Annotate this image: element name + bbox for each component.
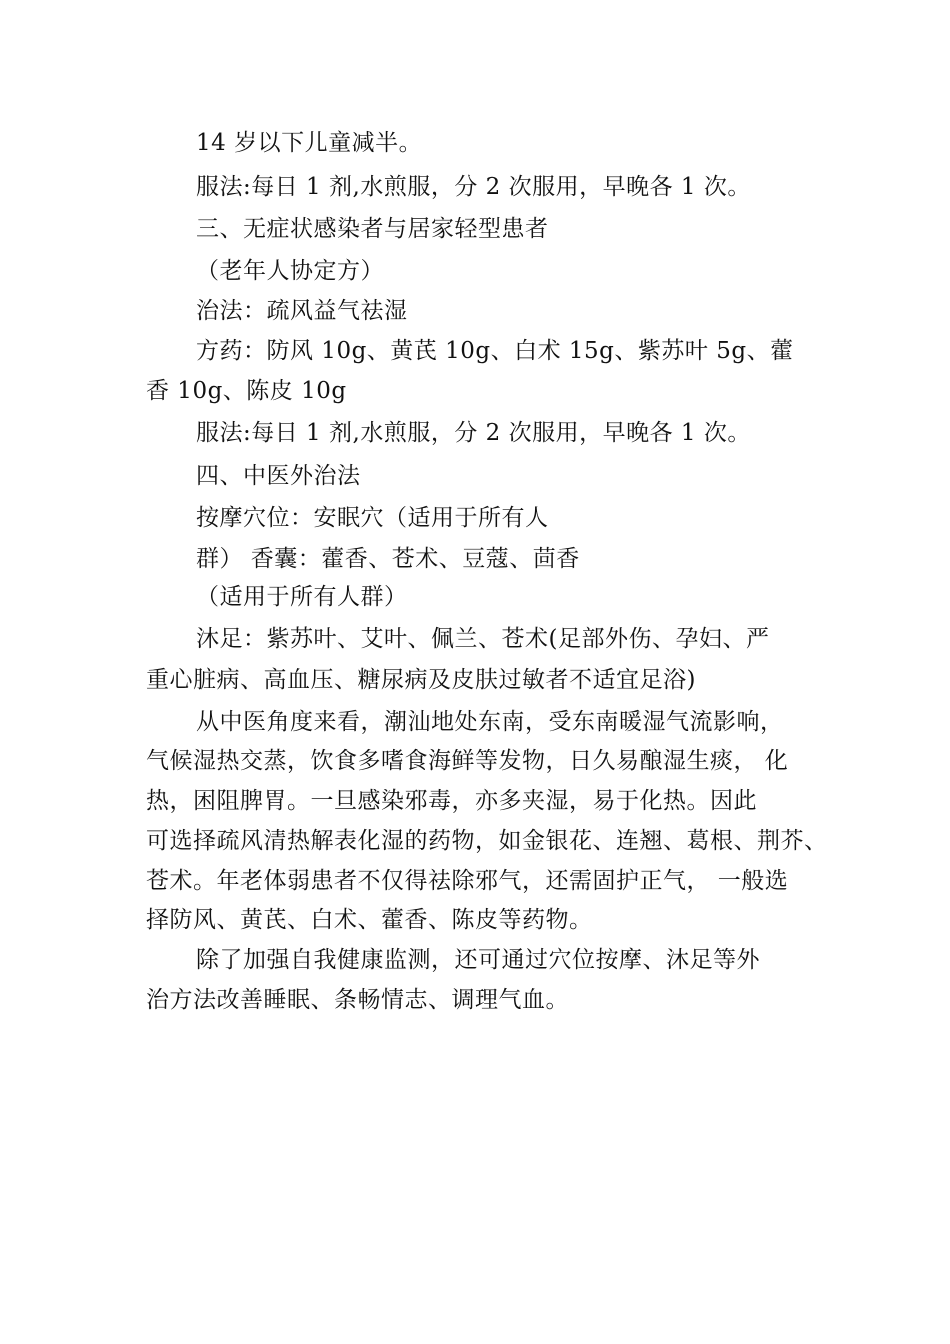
text-line: 沐足：紫苏叶、艾叶、佩兰、苍术(足部外伤、孕妇、严 <box>196 626 770 652</box>
text-line: （适用于所有人群） <box>196 584 408 610</box>
text-line: （老年人协定方） <box>196 258 384 284</box>
text-line: 方药：防风 10g、黄芪 10g、白术 15g、紫苏叶 5g、藿 <box>196 338 794 364</box>
text-line: 择防风、黄芪、白术、藿香、陈皮等药物。 <box>146 907 593 933</box>
text-line: 群） 香囊：藿香、苍术、豆蔻、茴香 <box>196 546 580 572</box>
text-line: 治方法改善睡眠、条畅情志、调理气血。 <box>146 987 569 1013</box>
text-line: 按摩穴位：安眠穴（适用于所有人 <box>196 505 549 531</box>
text-line: 服法:每日 1 剂,水煎服，分 2 次服用，早晚各 1 次。 <box>196 420 751 446</box>
text-line: 气候湿热交蒸，饮食多嗜食海鲜等发物，日久易酿湿生痰， 化 <box>146 748 789 774</box>
text-line: 服法:每日 1 剂,水煎服，分 2 次服用，早晚各 1 次。 <box>196 174 751 200</box>
text-line: 香 10g、陈皮 10g <box>146 378 347 404</box>
text-line: 可选择疏风清热解表化湿的药物，如金银花、连翘、葛根、荆芥、 <box>146 828 828 854</box>
text-line: 14 岁以下儿童减半。 <box>196 130 423 156</box>
text-line: 重心脏病、高血压、糖尿病及皮肤过敏者不适宜足浴) <box>146 667 696 693</box>
section-heading: 三、无症状感染者与居家轻型患者 <box>196 216 549 242</box>
section-heading: 四、中医外治法 <box>196 463 361 489</box>
text-line: 热，困阻脾胃。一旦感染邪毒，亦多夹湿，易于化热。因此 <box>146 788 757 814</box>
text-line: 从中医角度来看，潮汕地处东南，受东南暖湿气流影响， <box>196 709 784 735</box>
text-line: 治法：疏风益气祛湿 <box>196 298 408 324</box>
text-line: 苍术。年老体弱患者不仅得祛除邪气，还需固护正气， 一般选 <box>146 868 789 894</box>
text-line: 除了加强自我健康监测，还可通过穴位按摩、沐足等外 <box>196 947 760 973</box>
